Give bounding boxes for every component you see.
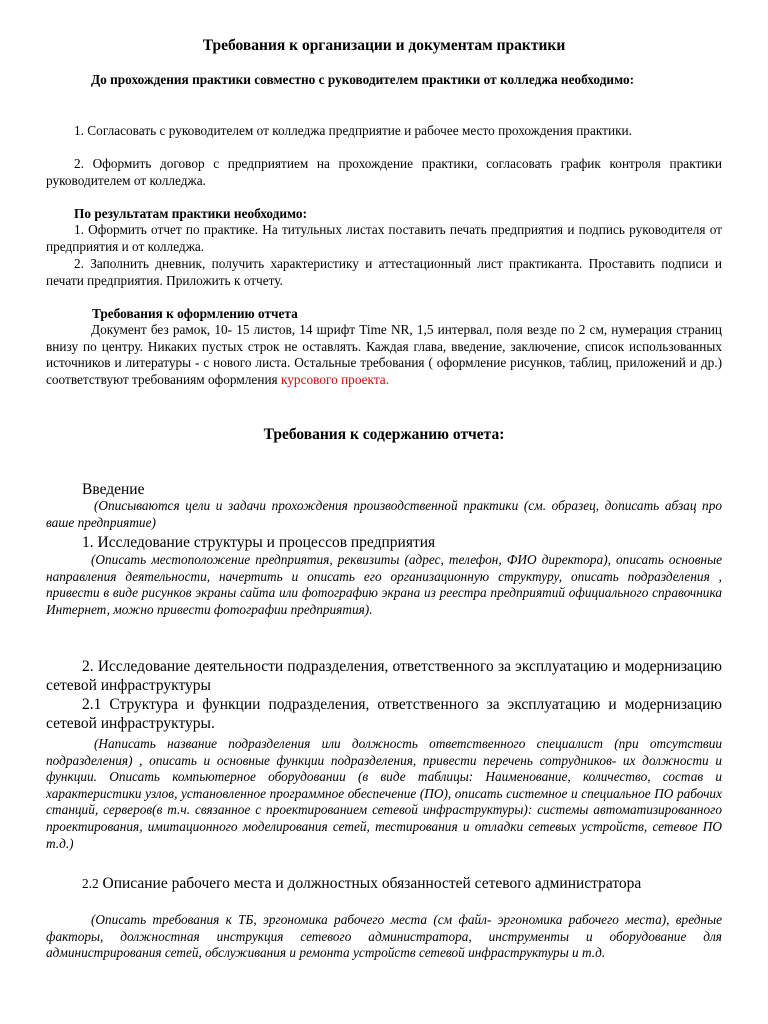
- intro-heading: Введение: [82, 481, 145, 498]
- section2-2-heading: [46, 874, 722, 893]
- section2-2-number: 2.2: [82, 876, 99, 891]
- format-heading: Требования к оформлению отчета: [92, 306, 298, 321]
- format-body: Документ без рамок, 10- 15 листов, 14 шрифт Time NR, 1,5 интервал, поля везде по 2 см, нумерация страниц внизу по центру. Никаких пустых строк не оставлять. Каждая глава, введение, заключение, список использованных источников и литературы - с нового листа. Остальные требования ( оформление рисунков, таблиц, приложений и др.) соответствуют требованиям оформления: [46, 322, 722, 387]
- before-item-1: 1. Согласовать с руководителем от колледжа предприятие и рабочее место прохождения практики.: [74, 123, 632, 138]
- section1-note: (Описать местоположение предприятия, реквизиты (адрес, телефон, ФИО директора), описать основные направления деятельности, начертить и описать его организационную структуру, описать подразделения , привести в виде рисунков экраны сайта или фотографию экрана из реестра предприятий официального справочника Интернет, можно привести фотографии предприятия).: [46, 552, 722, 617]
- intro-note: (Описываются цели и задачи прохождения производственной практики (см. образец, дописать абзац про ваше предприятие): [46, 498, 722, 530]
- section2-1-heading: 2.1 Структура и функции подразделения, ответственного за эксплуатацию и модернизацию сетевой инфраструктуры.: [46, 696, 722, 732]
- results-item-1: 1. Оформить отчет по практике. На титульных листах поставить печать предприятия и подпись руководителя от предприятия и от колледжа.: [46, 222, 722, 254]
- before-item-2: 2. Оформить договор с предприятием на прохождение практики, согласовать график контроля практики руководителем от колледжа.: [46, 156, 722, 188]
- course-project-link[interactable]: курсового проекта.: [281, 371, 390, 387]
- section2-heading: 2. Исследование деятельности подразделения, ответственного за эксплуатацию и модернизацию сетевой инфраструктуры: [46, 658, 722, 694]
- before-heading: До прохождения практики совместно с руководителем практики от колледжа необходимо:: [91, 72, 635, 87]
- section2-2-note: (Описать требования к ТБ, эргономика рабочего места (см файл- эргономика рабочего места), вредные факторы, должностная инструкция сетевого администратора, инструменты и оборудование для администрирования сетей, обслуживания и ремонта устройств сетевой инфраструктуры и т.д.: [46, 912, 722, 961]
- content-title: Требования к содержанию отчета:: [263, 426, 505, 443]
- section1-heading: 1. Исследование структуры и процессов предприятия: [82, 534, 436, 551]
- results-heading: По результатам практики необходимо:: [74, 206, 308, 221]
- section2-2-title: Описание рабочего места и должностных обязанностей сетевого администратора: [102, 875, 642, 892]
- results-item-2: 2. Заполнить дневник, получить характеристику и аттестационный лист практиканта. Проставить подписи и печати предприятия. Приложить к отчету.: [46, 256, 722, 288]
- section2-1-note: (Написать название подразделения или должность ответственного специалист (при отсутствии подразделения) , описать и основные функции подразделения, привести перечень сотрудников- их должности и функции. Описать компьютерное оборудовании (в виде таблицы: Наименование, количество, состав и характеристики узлов, установленное программное обеспечение (ПО), описать системное и специальное ПО рабочих станций, серверов(в т.ч. связанное с проектированием сетевой инфраструктуры): системы автоматизированного проектирования, имитационного моделирования сетей, тестирования и отладки сетевых устройств, сетевое ПО т.д.): [46, 736, 722, 851]
- format-text: [46, 322, 722, 388]
- page-title: Требования к организации и документам практики: [202, 37, 566, 54]
